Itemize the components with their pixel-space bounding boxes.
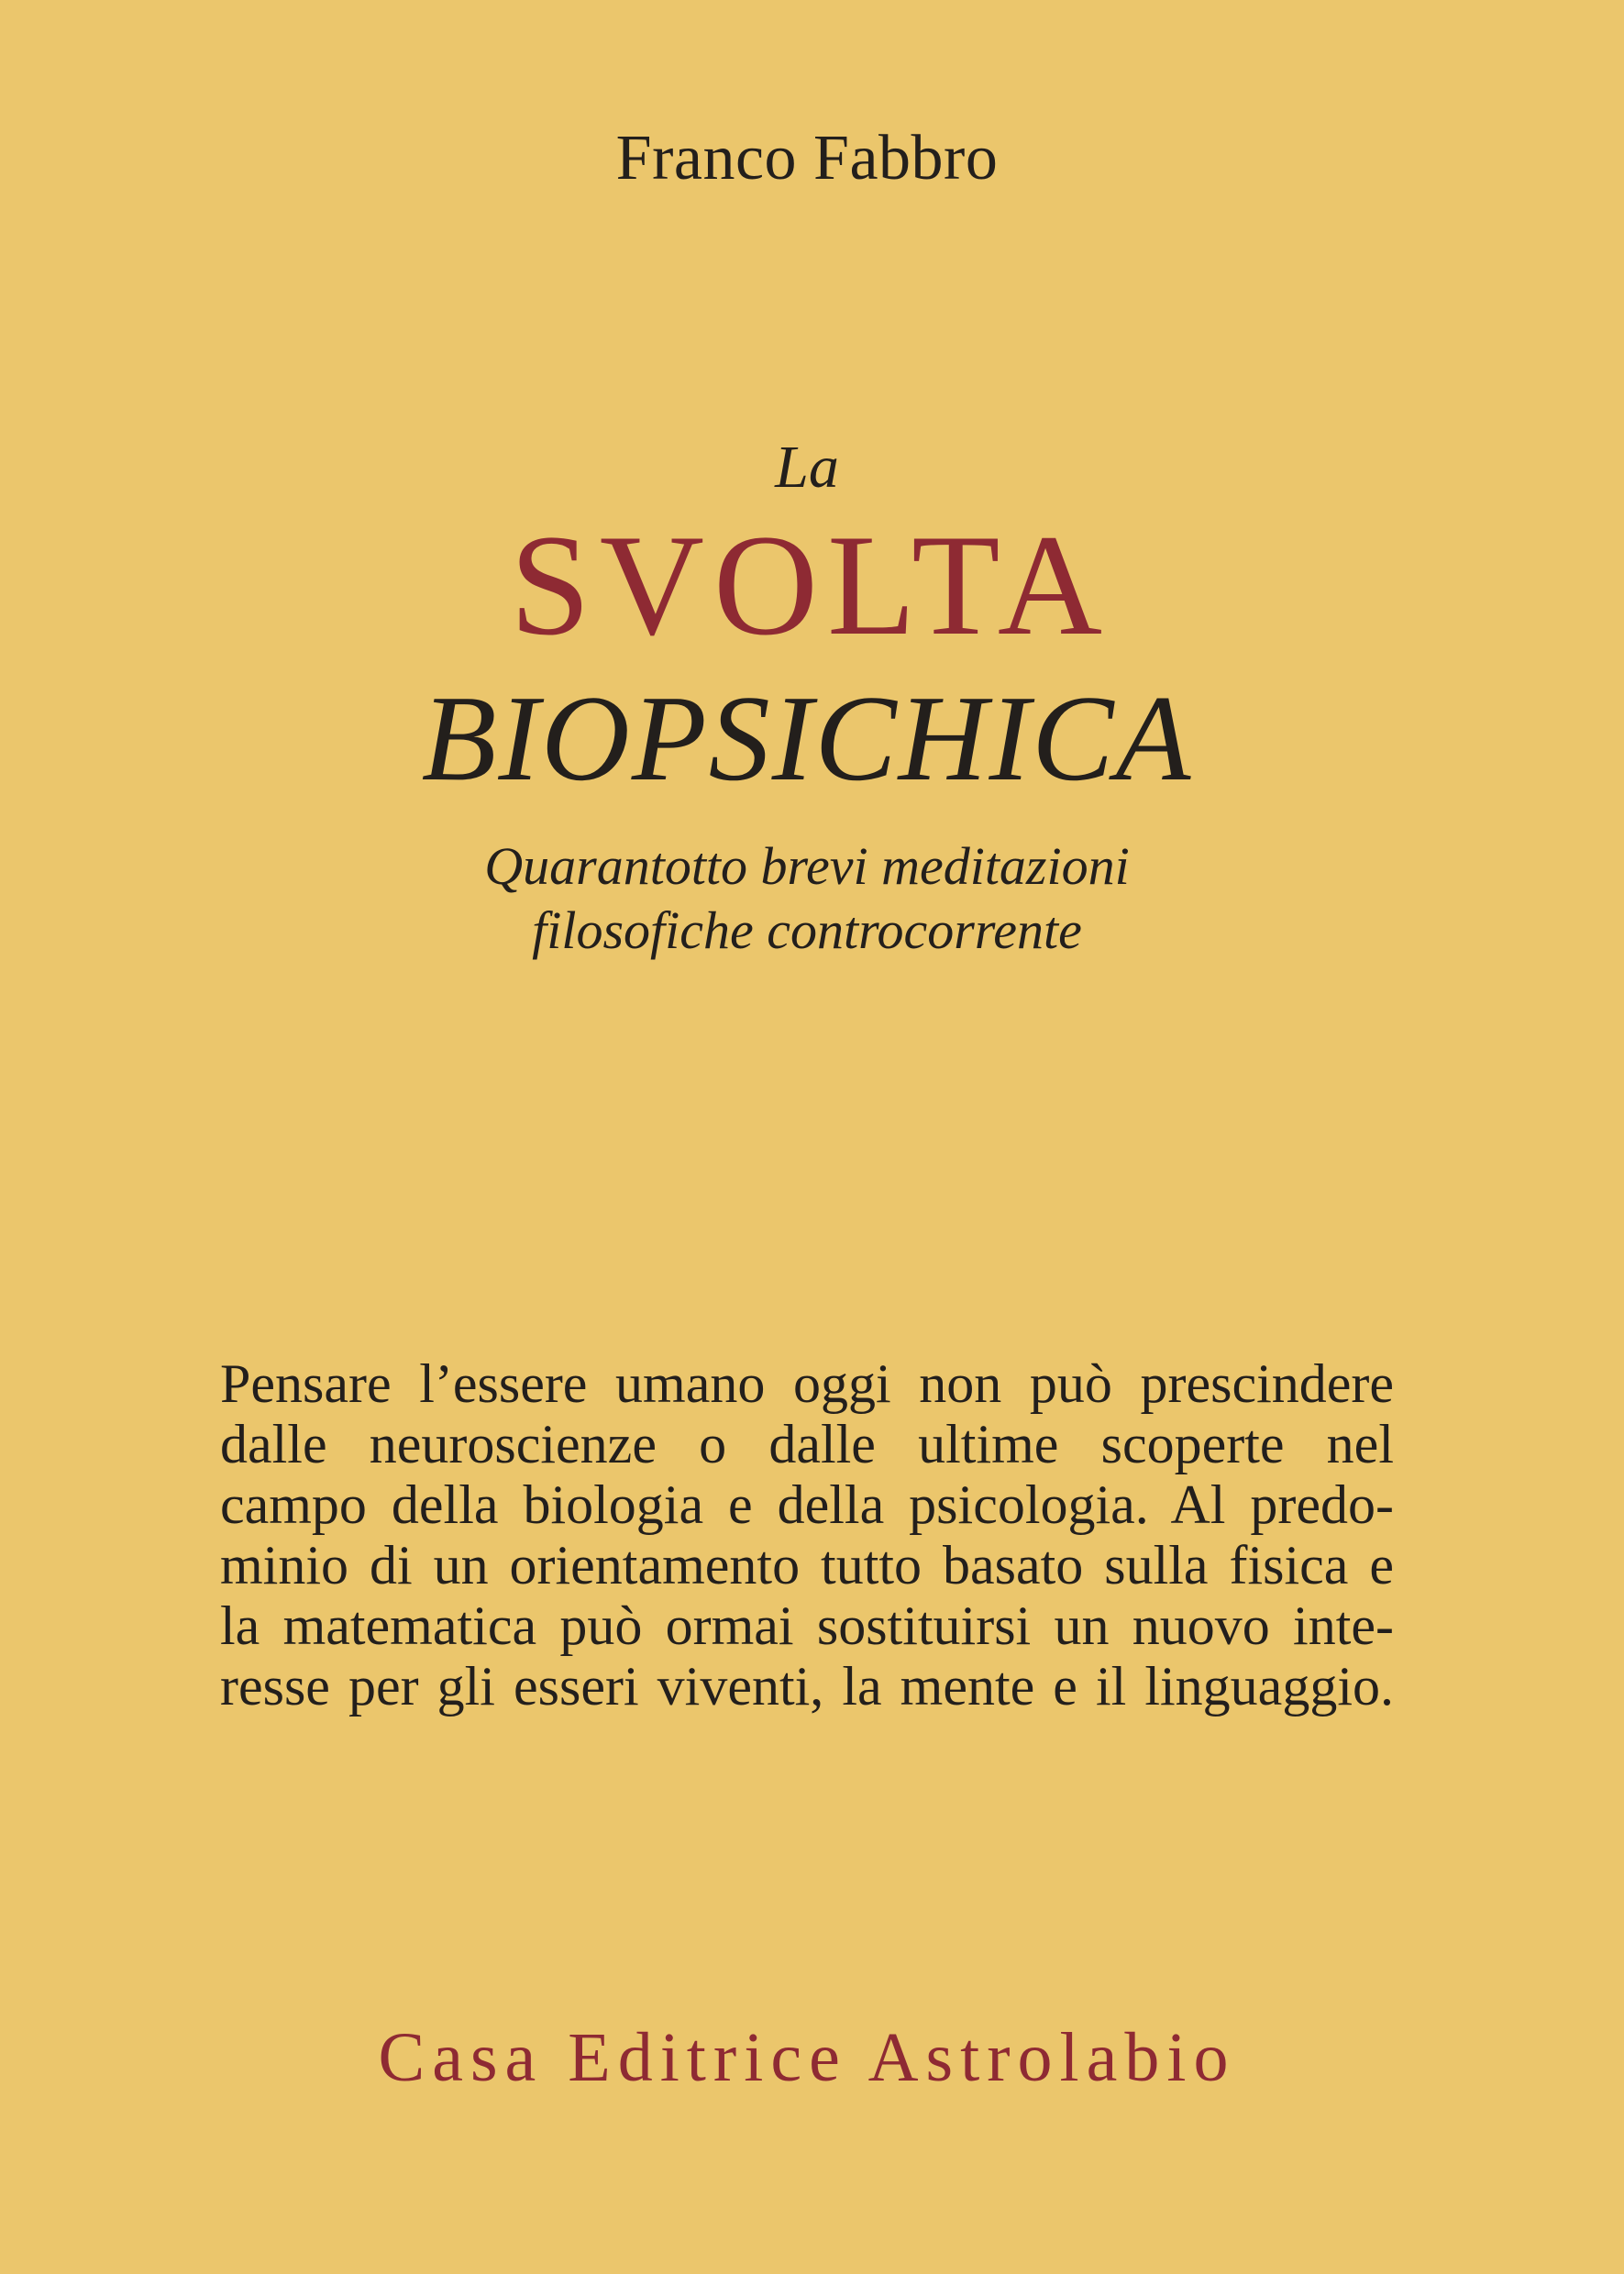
title-block: [0, 431, 1614, 963]
blurb-line: resse per gli esseri viventi, la mente e il linguaggio.: [220, 1656, 1394, 1717]
subtitle-line: filosofiche controcorrente: [532, 900, 1082, 960]
blurb-line: la matematica può ormai sostituirsi un nuovo inte-: [220, 1595, 1394, 1656]
title-second: BIOPSICHICA: [421, 670, 1193, 806]
blurb-line: campo della biologia e della psicologia. Al predo-: [220, 1474, 1394, 1535]
subtitle-line: Quarantotto brevi meditazioni: [484, 836, 1130, 896]
title-article: La: [775, 434, 839, 501]
publisher-name: Casa Editrice Astrolabio: [378, 2019, 1236, 2096]
blurb-line: dalle neuroscienze o dalle ultime scoperte nel: [220, 1414, 1394, 1474]
blurb-line: Pensare l’essere umano oggi non può prescindere: [220, 1353, 1394, 1414]
subtitle: [0, 834, 1614, 963]
author-name: Franco Fabbro: [615, 123, 999, 193]
title-main: SVOLTA: [509, 505, 1112, 666]
blurb-text: [220, 1353, 1394, 1717]
blurb-line: minio di un orientamento tutto basato sulla fisica e: [220, 1535, 1394, 1595]
